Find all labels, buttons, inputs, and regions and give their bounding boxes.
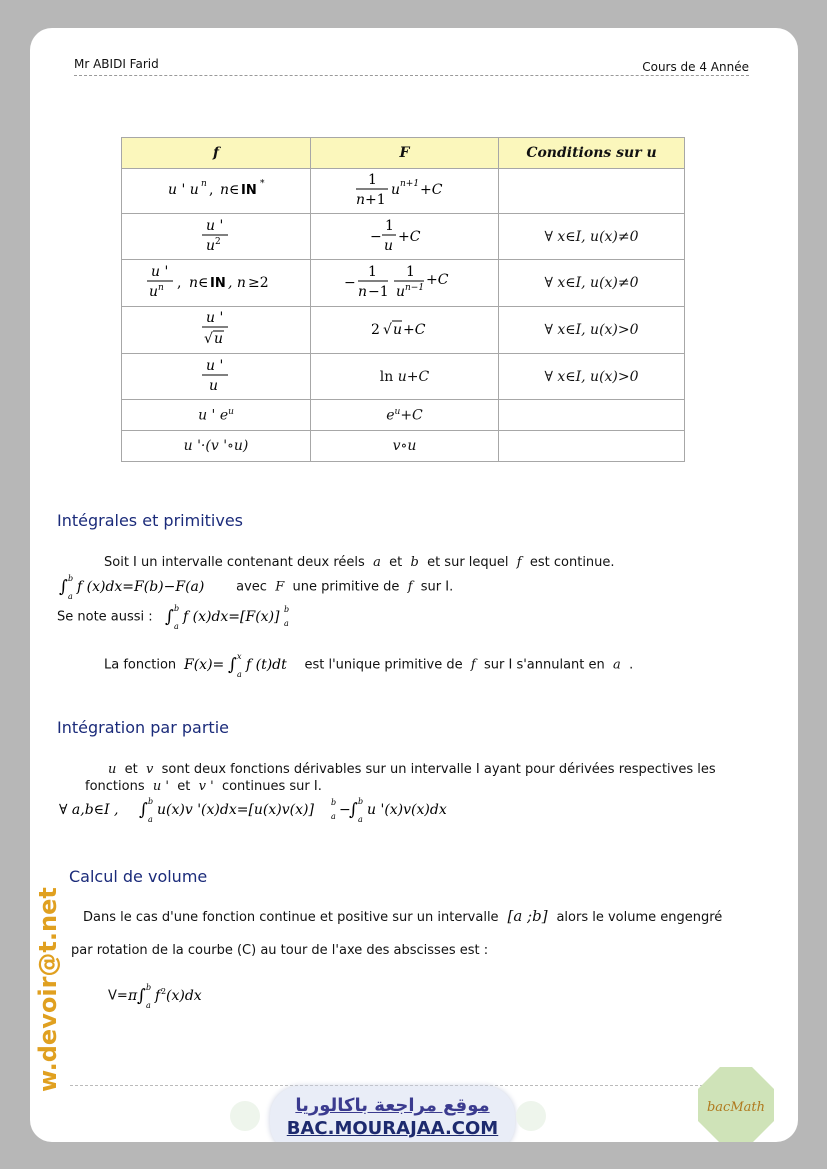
svg-text:u ': u ' [206,310,224,326]
svg-text:a: a [283,619,289,628]
banner-arabic-text: موقع مراجعة باكالوريا [295,1095,490,1116]
svg-text:n: n [357,284,367,300]
table-row [122,307,685,354]
paragraph-ipp-line1: u et v sont deux fonctions dérivables sur un intervalle I ayant pour dérivées respectives les [108,762,716,777]
paragraph-intro: Soit I un intervalle contenant deux réels a et b et sur lequel f est continue. [104,555,615,570]
svg-text:−: − [369,228,382,245]
svg-text:∫: ∫ [349,800,358,820]
condition-cell: ∀ x∈I, u(x)>0 [499,307,685,354]
svg-text:n: n [201,179,207,189]
svg-text:∫: ∫ [164,607,174,627]
document-page [30,28,798,1142]
formula-cell: v∘u [311,431,499,462]
svg-text:∈: ∈ [198,275,209,291]
svg-text:∫: ∫ [59,577,68,597]
formula-cell: $e^u+C$ [311,400,499,431]
formula-cell [122,169,311,214]
svg-text:u ': u ' [206,217,224,234]
formula-cell [122,214,311,260]
svg-text:n: n [189,275,199,291]
svg-text:*: * [260,179,265,189]
table-row [122,260,685,307]
svg-text:n−1: n−1 [404,283,424,293]
formula-cell [311,214,499,260]
svg-text:∈: ∈ [229,182,240,198]
svg-text:a: a [173,622,179,630]
svg-text:u: u [390,182,400,198]
section-title-integrales: Intégrales et primitives [57,511,244,530]
formula-ipp [57,795,477,830]
svg-text:1: 1 [367,264,377,280]
formula-cell [122,260,311,307]
svg-text:IN: IN [241,183,257,198]
paragraph-definition: ∫ b a f (x)dx=F(b)−F(a) avec F une primitive de f sur I. [59,574,454,600]
svg-text:√: √ [382,322,392,338]
table-header-conditions: Conditions sur u [499,138,685,169]
svg-text:n: n [220,182,230,198]
svg-text:2: 2 [215,236,221,247]
table-row [122,169,685,214]
condition-cell: ∀ x∈I, u(x)≠0 [499,260,685,307]
svg-text:(x)dx: (x)dx [165,988,202,1004]
svg-text:2: 2 [370,322,380,338]
svg-text:f: f [154,988,160,1004]
svg-text:√: √ [204,331,213,347]
svg-text:+C: +C [402,322,425,338]
svg-text:∀ a,b∈I ,: ∀ a,b∈I , [59,802,119,818]
svg-text:b: b [358,797,364,806]
formula-cell: u '·(v '∘u) [122,431,311,462]
formula-cell [311,260,499,307]
svg-text:F(x)=: F(x)= [184,657,225,673]
svg-text:π: π [127,988,137,1004]
svg-text:u: u [214,331,224,347]
small-logo-icon [516,1101,546,1131]
table-row [122,400,685,431]
header-divider [74,75,749,76]
svg-text:∫: ∫ [136,986,146,1006]
svg-text:+1: +1 [364,192,386,208]
svg-text:∫: ∫ [139,800,148,820]
svg-text:1: 1 [405,264,415,280]
svg-text:u ' u: u ' u [168,182,199,198]
svg-text:w.devoir@t.net: w.devoir@t.net [34,887,62,1092]
condition-cell: ∀ x∈I, u(x)>0 [499,354,685,400]
table-row [122,214,685,260]
formula-cell: u ' $e^u$ [122,400,311,431]
svg-text:a: a [68,592,73,600]
svg-text:b: b [68,574,74,583]
svg-text:a: a [237,670,243,678]
svg-text:≥2: ≥2 [248,275,269,291]
svg-text:x: x [237,652,242,661]
svg-text:, n: , n [228,275,246,291]
formula-cell [311,169,499,214]
svg-text:−: − [343,275,356,291]
table-header-F: F [311,138,499,169]
svg-text:−: − [339,802,351,818]
svg-text:u: u [149,284,159,300]
svg-text:a: a [145,1001,151,1010]
formula-cell: ln u+C [311,354,499,400]
svg-text:+C: +C [425,272,448,288]
svg-text:2: 2 [160,987,166,996]
svg-text:b: b [148,797,154,806]
site-banner[interactable] [270,1086,515,1142]
banner-url-text: BAC.MOURAJAA.COM [286,1118,499,1139]
svg-text:b: b [331,798,337,807]
side-watermark [30,854,66,1094]
svg-text:1: 1 [367,172,377,188]
svg-text:,: , [209,182,214,198]
condition-cell [499,431,685,462]
svg-text:u ': u ' [206,357,224,374]
header-course: Cours de 4 Année [642,60,749,74]
header-author: Mr ABIDI Farid [74,57,159,71]
condition-cell [499,400,685,431]
svg-text:+C: +C [419,182,442,198]
svg-text:,: , [177,275,182,291]
svg-text:a: a [148,815,153,824]
section-title-volume: Calcul de volume [69,867,208,886]
svg-text:f (x)dx=F(b)−F(a): f (x)dx=F(b)−F(a) [77,579,205,595]
paragraph-ipp-line2: fonctions u ' et v ' continues sur I. [85,779,322,794]
svg-text:u(x)v '(x)dx=[u(x)v(x)]: u(x)v '(x)dx=[u(x)v(x)] [157,802,314,818]
svg-text:bacMath: bacMath [706,1100,766,1115]
svg-text:b: b [145,983,151,992]
small-logo-icon [230,1101,260,1131]
svg-text:f (x)dx=[F(x)]: f (x)dx=[F(x)] [182,609,280,625]
formula-volume: V= π ∫ b a f 2 (x)dx [108,983,202,1010]
svg-text:f (t)dt: f (t)dt [246,657,288,673]
condition-cell: ∀ x∈I, u(x)≠0 [499,214,685,260]
bacmath-logo [698,1067,774,1142]
formula-cell [311,307,499,354]
svg-text:n: n [158,283,164,293]
svg-text:u: u [206,237,216,254]
table-row [122,431,685,462]
svg-text:a: a [331,812,336,821]
svg-text:b: b [173,604,179,613]
svg-text:1: 1 [384,217,394,234]
svg-text:b: b [283,605,289,614]
paragraph-unique-primitive: La fonction F(x)= ∫ x a f (t)dt est l'unique primitive de f sur I s'annulant en a . [104,652,634,678]
svg-text:−1: −1 [367,284,389,300]
condition-cell [499,169,685,214]
svg-text:u ': u ' [151,264,169,280]
paragraph-notation: Se note aussi : ∫ b a f (x)dx=[F(x)] b a [57,604,289,630]
section-title-ipp: Intégration par partie [57,718,229,737]
primitives-table [121,137,685,462]
svg-text:n+1: n+1 [399,179,419,189]
formula-cell [122,307,311,354]
svg-text:u: u [392,322,402,338]
paragraph-volume-line2: par rotation de la courbe (C) au tour de l'axe des abscisses est : [71,943,489,958]
paragraph-volume-line1: Dans le cas d'une fonction continue et positive sur un intervalle [a ;b] alors le volume engengré [83,907,723,925]
svg-text:n: n [355,192,365,208]
svg-text:∫: ∫ [228,655,238,675]
svg-text:+C: +C [397,228,420,245]
svg-text:u '(x)v(x)dx: u '(x)v(x)dx [367,802,447,818]
svg-text:a: a [358,815,363,824]
svg-text:IN: IN [210,276,226,291]
svg-text:u: u [395,284,405,300]
svg-text:u: u [383,237,393,254]
svg-text:u: u [209,377,219,394]
table-row [122,354,685,400]
table-header-f: f [122,138,311,169]
formula-cell [122,354,311,400]
